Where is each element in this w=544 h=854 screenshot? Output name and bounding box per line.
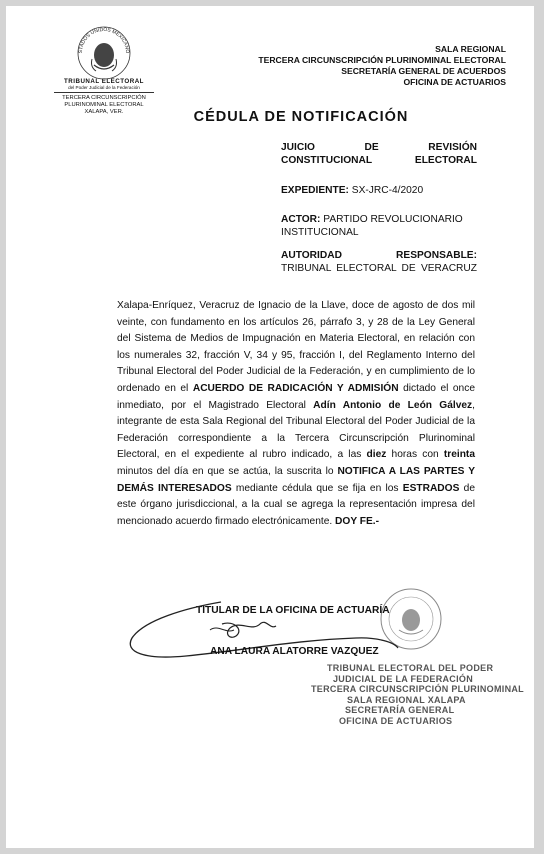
juicio-type: JUICIO DE REVISIÓN CONSTITUCIONAL ELECTORAL [281,142,477,166]
signature-title: TITULAR DE LA OFICINA DE ACTUARÍA [196,605,390,616]
circ-line-1: TERCERA CIRCUNSCRIPCIÓN [62,95,146,101]
stamp-text [289,663,524,726]
body-minutes: treinta [443,449,475,461]
stamp-line-3: TERCERA CIRCUNSCRIPCIÓN PLURINOMINAL [311,684,524,694]
logo-divider [54,92,154,93]
stamp-line-5: SECRETARÍA GENERAL [345,705,455,715]
header-line-2: TERCERA CIRCUNSCRIPCIÓN PLURINOMINAL ELECTORAL [258,55,506,65]
actor-value: PARTIDO REVOLUCIONARIO INSTITUCIONAL [281,214,463,238]
stamp-line-1: TRIBUNAL ELECTORAL DEL PODER [327,663,494,673]
circ-line-2: PLURINOMINAL ELECTORAL [64,102,144,108]
header-line-3: SECRETARÍA GENERAL DE ACUERDOS [341,66,506,76]
actor [281,214,477,239]
notification-body [117,298,475,530]
autoridad-label: AUTORIDAD RESPONSABLE: [281,250,477,261]
document-title: CÉDULA DE NOTIFICACIÓN [193,109,409,125]
header-block [258,44,506,88]
body-hour: diez [366,449,387,461]
document-page [6,6,534,848]
stamp-line-4: SALA REGIONAL XALAPA [347,694,466,705]
body-text-7: de este órgano jurisdiccional, a la cual se agrega la representación impresa del mencionado acuerdo firmado electrónicamente. [117,482,475,527]
signer-name: ANA LAURA ALATORRE VAZQUEZ [210,646,379,657]
seal-text: STADOS UNIDOS MEXICANO [77,26,131,54]
autoridad-value: TRIBUNAL ELECTORAL DE VERACRUZ [281,262,477,274]
body-text-4: horas con [386,449,444,461]
tribunal-name: TRIBUNAL ELECTORAL [64,78,144,85]
header-line-1: SALA REGIONAL [435,44,506,54]
body-text-6: mediante cédula que se fija en los [231,482,403,494]
body-magistrado: Adín Antonio de León Gálvez [313,399,473,411]
body-notifica: NOTIFICA A LAS PARTES Y DEMÁS INTERESADOS [117,465,475,494]
expediente-label: EXPEDIENTE: [281,185,349,196]
body-text-5: minutos del día en que se actúa, la suscrita lo [117,465,338,477]
body-estrados: ESTRADOS [402,482,460,494]
body-text-3: , integrante de esta Sala Regional del Tribunal Electoral del Poder Judicial de la Federación correspondiente a la Tercera Circunscripción Plurinominal Electoral, en el expediente al rubro indicado, a las [117,399,475,461]
body-doy-fe: DOY FE.- [335,515,379,527]
expediente-value: SX-JRC-4/2020 [351,185,424,196]
body-text-1: Xalapa-Enríquez, Veracruz de Ignacio de la Llave, doce de agosto de dos mil veinte, con fundamento en los artículos 26, párrafo 3, y 28 de la Ley General del Sistema de Medios de Impugnación en Materia Electoral, en relación con los numerales 32, fracción V, 34 y 95, fracción I, del Reglamento Interno del Tribunal Electoral del Poder Judicial de la Federación, y en cumplimiento de lo ordenado en el [117,300,475,394]
tribunal-subtitle: del Poder Judicial de la Federación [68,85,140,90]
circ-line-3: XALAPA, VER. [84,109,124,115]
actor-label: ACTOR: [281,214,321,225]
stamp-line-6: OFICINA DE ACTUARIOS [339,715,453,726]
body-text-2: dictado el once inmediato, por el Magistrado Electoral [117,382,475,411]
expediente [281,185,477,198]
body-acuerdo: ACUERDO DE RADICACIÓN Y ADMISIÓN [192,382,399,394]
national-seal-icon [72,21,136,81]
stamp-line-2: JUDICIAL DE LA FEDERACIÓN [333,673,474,684]
header-line-4: OFICINA DE ACTUARIOS [403,77,506,87]
